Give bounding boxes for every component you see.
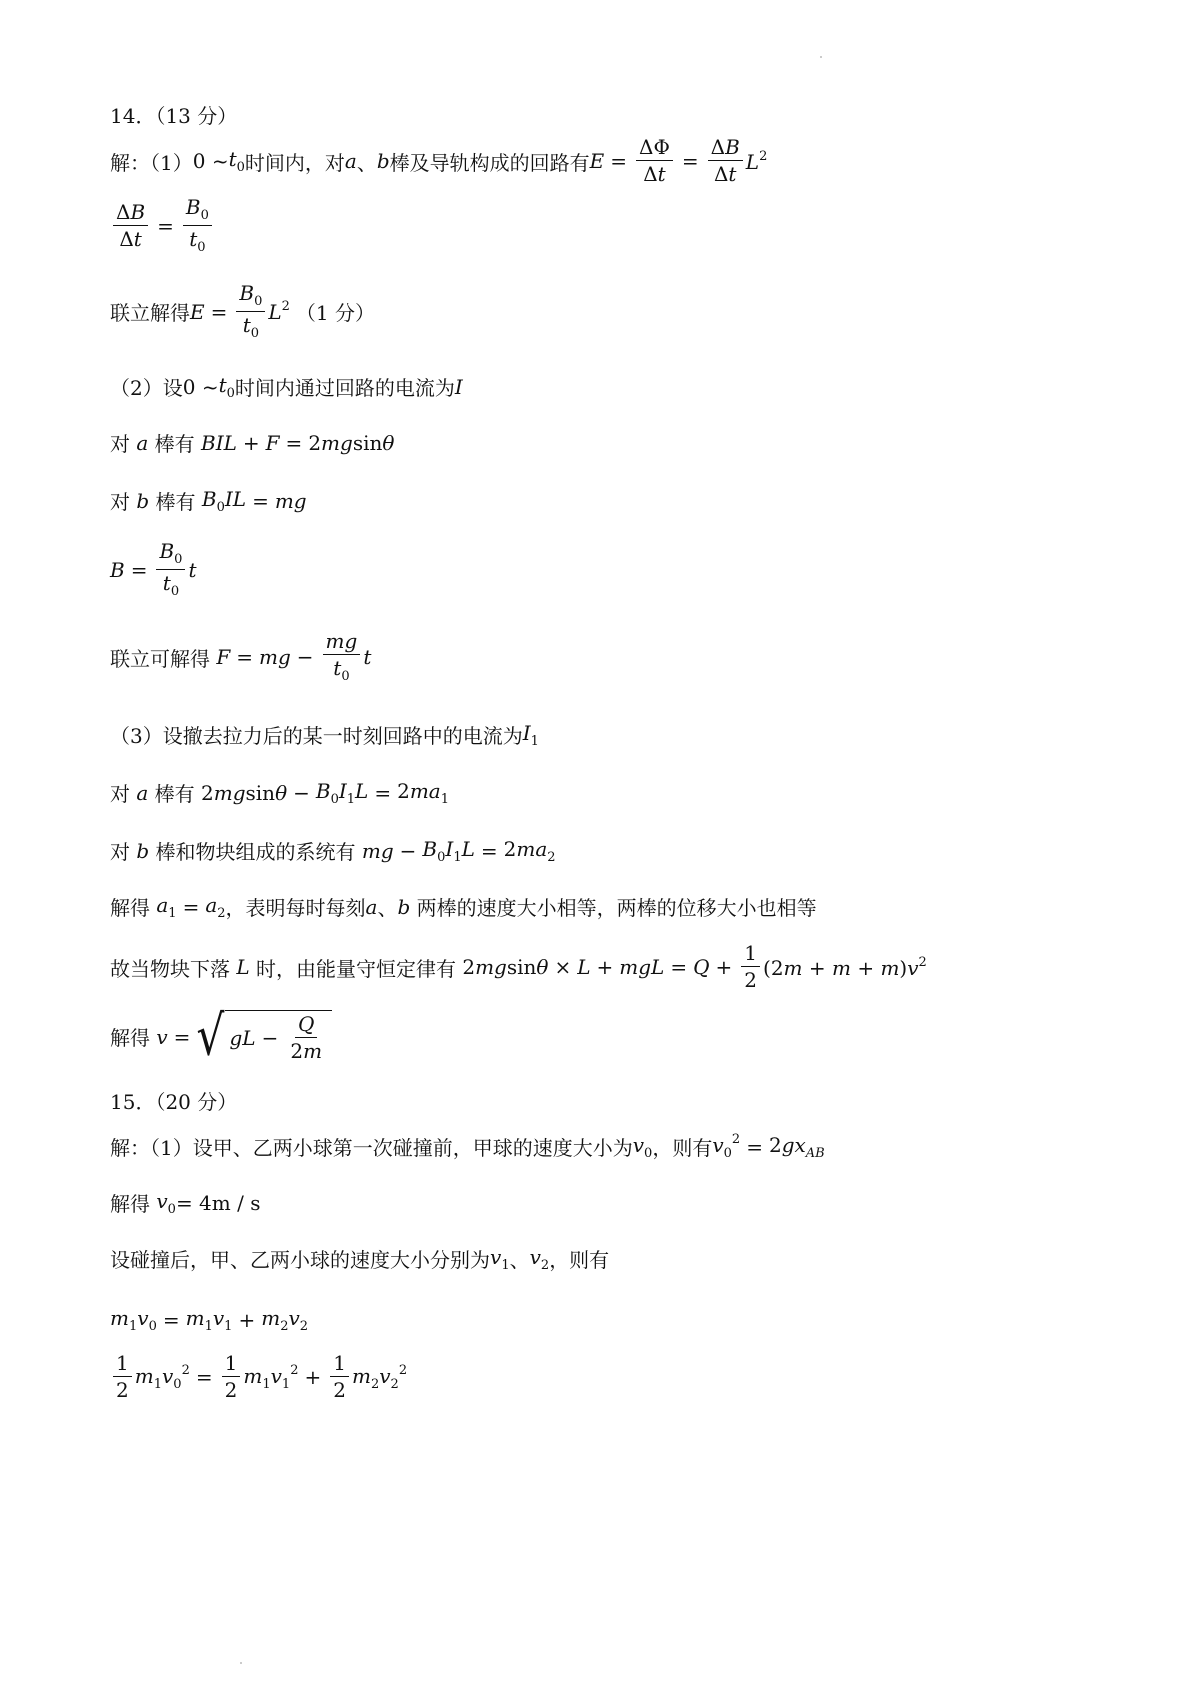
q15-line5-equation: $\frac{1}{2}$ $m_1v_0^2$ = $\frac{1}{2}$ $m_1v_1^2$ + $\frac{1}{2}$ $m_2v_2^2$ <box>110 1352 407 1402</box>
q14-line13: 故当物块下落 L 时，由能量守恒定律有 2mgsinθ × L + mgL = Q + $\frac{1}{2}$ $(2m + m + m)v^2$ <box>110 941 927 992</box>
square-root: √ gL − $\frac{Q}{2m}$ <box>196 1010 332 1063</box>
q14-line8: 联立可解得 F = mg − $\frac{mg}{t_0}$ t <box>110 629 372 684</box>
q14-line3: 联立解得 E = $\frac{B_0}{t_0}$ $L^2$ （1 分） <box>110 281 376 341</box>
scan-speck <box>820 56 822 58</box>
equation-emf: E <box>589 149 605 173</box>
q14-line4: （2）设 0 ~ $t_0$ 时间内通过回路的电流为 I <box>110 372 463 401</box>
q15-line3: 设碰撞后，甲、乙两小球的速度大小分别为 $v_1$ 、 $v_2$ ，则有 <box>110 1244 610 1273</box>
q15-line2: 解得 $v_0$ = 4m / s <box>110 1188 261 1217</box>
q14-line11: 对 b 棒和物块组成的系统有 mg − $B_0I_1L$ = $2ma_2$ <box>110 836 556 865</box>
q14-line9: （3）设撤去拉力后的某一时刻回路中的电流为 $I_1$ <box>110 720 539 749</box>
q14-header: 14．（13 分） <box>110 104 238 128</box>
fraction-dphi-dt: $\frac{\Delta\Phi}{\Delta t}$ <box>636 136 673 186</box>
scan-speck <box>240 1662 242 1664</box>
q14-line1: 解：（1） 0 ~ $t_0$ 时间内，对 a 、 b 棒及导轨构成的回路有 E = $\frac{\Delta\Phi}{\Delta t}$ = $\frac{\Delta B}{\Delta t}$ $L^2$ <box>110 135 768 186</box>
q15-header: 15．（20 分） <box>110 1090 238 1114</box>
q14-line14: 解得 v = √ gL − $\frac{Q}{2m}$ <box>110 1010 332 1063</box>
q14-line12: 解得 $a_1$ = $a_2$ ，表明每时每刻 a 、 b 两棒的速度大小相等，两棒的位移大小也相等 <box>110 892 817 921</box>
math-t0: $t_0$ <box>228 147 245 175</box>
q14-line7-equation: B = $\frac{B_0}{t_0}$ t <box>110 539 197 599</box>
q14-line10: 对 a 棒有 2mgsinθ − $B_0I_1L$ = $2ma_1$ <box>110 778 449 807</box>
q15-line4-equation: $m_1v_0$ = $m_1v_1$ + $m_2v_2$ <box>110 1306 309 1334</box>
q15-line1: 解：（1）设甲、乙两小球第一次碰撞前，甲球的速度大小为 $v_0$ ，则有 $v_0^2$ = $2gx_{AB}$ <box>110 1132 825 1161</box>
q14-line6: 对 b 棒有 $B_0IL$ = mg <box>110 486 307 515</box>
score-label: （1 分） <box>295 301 376 326</box>
fraction-db-dt: $\frac{\Delta B}{\Delta t}$ <box>708 136 743 186</box>
q14-line2-equation: $\frac{\Delta B}{\Delta t}$ = $\frac{B_0}{t_0}$ <box>110 196 215 256</box>
q14-line5: 对 a 棒有 BIL + F = 2mgsinθ <box>110 430 395 456</box>
